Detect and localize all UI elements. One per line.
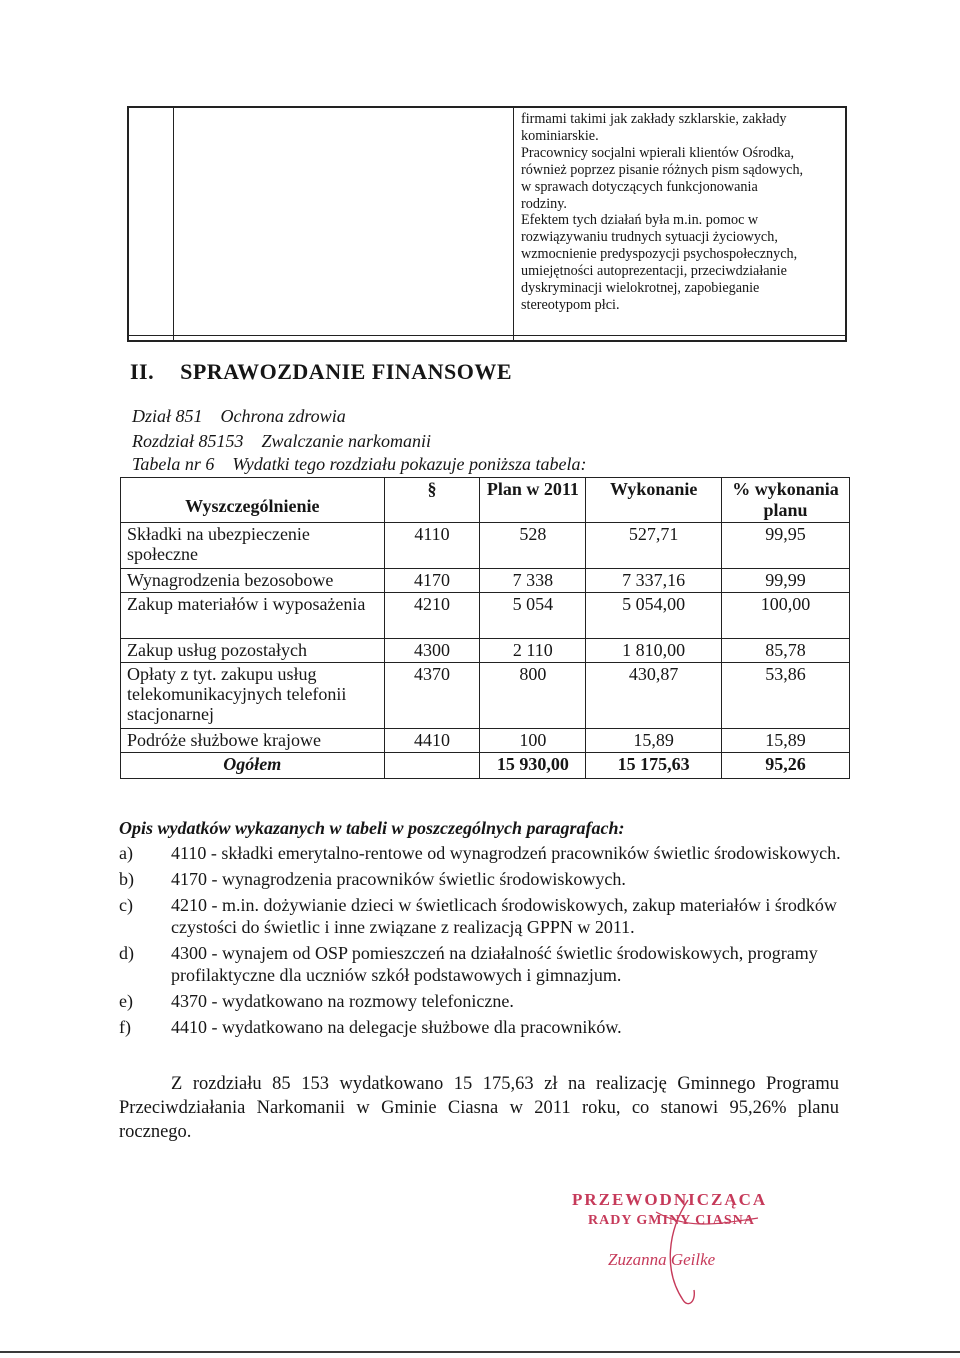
row-execution: 1 810,00 [586,639,722,663]
total-execution: 15 175,63 [586,753,722,779]
item-text: 4370 - wydatkowano na rozmowy telefoniczne. [171,991,514,1011]
item-text: 4410 - wydatkowano na delegacje służbowe dla pracowników. [171,1017,622,1037]
text-line: firmami takimi jak zakłady szklarskie, zakłady [521,111,787,127]
text-line: stereotypom płci. [521,296,620,313]
row-percent: 15,89 [722,729,850,753]
row-plan: 528 [480,523,586,569]
text-line: kominiarskie. [521,127,599,144]
stamp-line1: PRZEWODNICZĄCA [572,1190,768,1209]
page-bottom-edge [0,1351,960,1353]
continuation-text [521,111,843,314]
tabela-label: Tabela nr 6 [132,454,215,474]
item-text: 4110 - składki emerytalno-rentowe od wynagrodzeń pracowników świetlic środowiskowych. [171,843,841,863]
item-letter: a) [119,843,133,863]
rozdzial-line [132,431,431,452]
text-line: w sprawach dotyczących funkcjonowania [521,178,758,195]
header-plan: Plan w 2011 [480,478,586,523]
row-percent: 53,86 [722,663,850,729]
row-execution: 430,87 [586,663,722,729]
row-plan: 5 054 [480,593,586,639]
row-paragraph: 4210 [384,593,480,639]
table-total-row [121,753,850,779]
row-plan: 100 [480,729,586,753]
header-execution: Wykonanie [586,478,722,523]
row-paragraph: 4170 [384,569,480,593]
list-item [119,894,845,938]
item-letter: f) [119,1017,131,1037]
row-paragraph: 4300 [384,639,480,663]
header-desc: Wyszczególnienie [121,478,385,523]
list-item [119,1016,845,1038]
stamp-line2: RADY GMINY CIASNA [588,1213,755,1228]
row-desc: Wynagrodzenia bezosobowe [121,569,385,593]
row-percent: 99,99 [722,569,850,593]
header-paragraph: § [384,478,480,523]
text-line: rodziny. [521,195,567,212]
section-title: SPRAWOZDANIE FINANSOWE [180,359,513,384]
description-list [119,842,845,1042]
row-desc: Opłaty z tyt. zakupu usług telekomunikacyjnych telefonii stacjonarnej [121,663,385,729]
table-row [121,569,850,593]
row-percent: 99,95 [722,523,850,569]
item-text: 4170 - wynagrodzenia pracowników świetlic środowiskowych. [171,869,626,889]
row-execution: 5 054,00 [586,593,722,639]
item-letter: e) [119,991,133,1011]
row-execution: 527,71 [586,523,722,569]
table-column-empty [129,108,174,340]
header-percent-line2: planu [763,500,808,520]
text-line: wzmocnienie predyspozycji psychospołecznych, [521,246,798,263]
section-number: II. [130,359,155,384]
row-desc: Zakup materiałów i wyposażenia [121,593,385,639]
table-row [121,663,850,729]
list-item [119,942,845,986]
rozdzial-label: Rozdział 85153 [132,431,244,451]
row-paragraph: 4370 [384,663,480,729]
section-heading [130,359,512,385]
table-row [121,523,850,569]
row-paragraph: 4110 [384,523,480,569]
text-line: umiejętności autoprezentacji, przeciwdziałanie [521,263,787,280]
list-item [119,868,845,890]
row-plan: 800 [480,663,586,729]
dzial-value: Ochrona zdrowia [220,406,346,426]
tabela-line [132,454,587,475]
text-line: dyskryminacji wielokrotnej, zapobieganie [521,280,760,297]
row-execution: 15,89 [586,729,722,753]
row-desc: Zakup usług pozostałych [121,639,385,663]
row-execution: 7 337,16 [586,569,722,593]
total-paragraph [384,753,480,779]
table-row [121,639,850,663]
item-text: 4300 - wynajem od OSP pomieszczeń na działalność świetlic środowiskowych, programy profilaktyczne dla uczniów szkół podstawowych i gimnazjum. [171,943,818,985]
total-percent: 95,26 [722,753,850,779]
table-divider [129,335,845,336]
row-percent: 100,00 [722,593,850,639]
item-letter: b) [119,869,134,889]
dzial-label: Dział 851 [132,406,203,426]
text-line: Pracownicy socjalni wpierali klientów Ośrodka, [521,144,795,161]
list-item [119,990,845,1012]
list-item [119,842,845,864]
expenditure-table [120,477,850,779]
total-plan: 15 930,00 [480,753,586,779]
row-desc: Podróże służbowe krajowe [121,729,385,753]
header-percent [722,478,850,523]
description-title: Opis wydatków wykazanych w tabeli w poszczególnych paragrafach: [119,818,625,838]
header-percent-line1: % wykonania [732,479,839,499]
total-label: Ogółem [121,753,385,779]
table-column-empty [173,108,514,340]
item-letter: c) [119,895,133,915]
rozdzial-value: Zwalczanie narkomanii [261,431,432,451]
row-desc: Składki na ubezpieczenie społeczne [121,523,385,569]
table-row [121,593,850,639]
continuation-table [127,106,847,342]
item-text: 4210 - m.in. dożywianie dzieci w świetlicach środowiskowych, zakup materiałów i środków czystości do świetlic i inne związane z realizacją GPPN w 2011. [171,895,837,937]
table-row [121,729,850,753]
text-line: również poprzez pisanie różnych pism sądowych, [521,161,804,178]
summary-paragraph: Z rozdziału 85 153 wydatkowano 15 175,63 zł na realizację Gminnego Programu Przeciwdziałania Narkomanii w Gminie Ciasna w 2011 roku, co stanowi 95,26% planu rocznego. [119,1074,839,1142]
signature-name: Zuzanna Geilke [608,1250,716,1269]
text-line: Efektem tych działań była m.in. pomoc w [521,212,759,229]
dzial-line [132,406,346,427]
row-plan: 7 338 [480,569,586,593]
text-line: rozwiązywaniu trudnych sytuacji życiowych, [521,229,778,246]
row-plan: 2 110 [480,639,586,663]
row-paragraph: 4410 [384,729,480,753]
row-percent: 85,78 [722,639,850,663]
official-stamp [568,1190,798,1310]
item-letter: d) [119,943,134,963]
tabela-value: Wydatki tego rozdziału pokazuje poniższa tabela: [232,454,587,474]
table-header-row [121,478,850,523]
